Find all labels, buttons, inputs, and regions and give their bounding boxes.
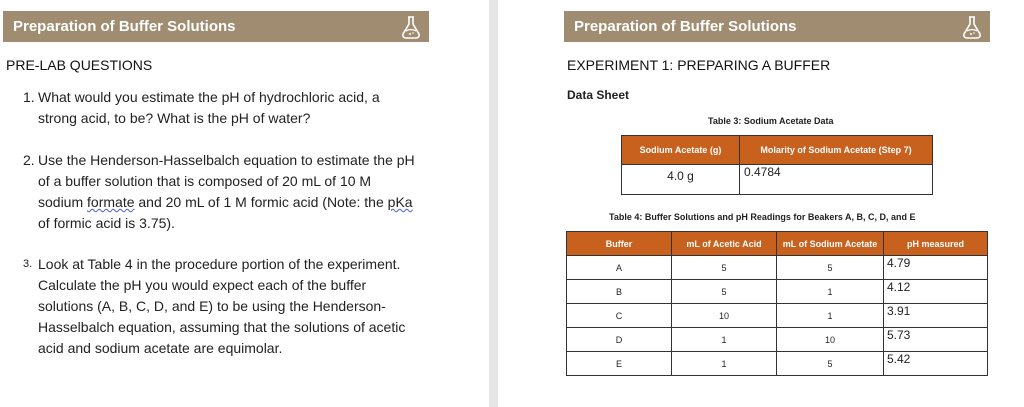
question-2-line: of formic acid is 3.75). [38, 215, 175, 231]
table-row [567, 256, 988, 280]
table-header-row [622, 136, 933, 165]
question-2-line [38, 192, 415, 213]
table-row [567, 328, 988, 352]
spellcheck-word: pKa [387, 194, 413, 210]
right-header-title: Preparation of Buffer Solutions [574, 18, 797, 35]
table-header-cell: pH measured [884, 232, 988, 256]
prelab-title: PRE-LAB QUESTIONS [6, 57, 153, 73]
question-1 [23, 87, 35, 108]
table-cell: 1 [777, 304, 884, 328]
table-cell: 1 [672, 352, 777, 376]
question-2 [23, 150, 35, 171]
table-cell: 5 [672, 256, 777, 280]
table-header-cell: Molarity of Sodium Acetate (Step 7) [740, 136, 933, 165]
table-cell: 0.4784 [740, 165, 933, 195]
left-header-bar [3, 11, 429, 42]
question-3-line: Look at Table 4 in the procedure portion of the experiment. [38, 256, 401, 272]
table-cell: 10 [777, 328, 884, 352]
question-3-line: Calculate the pH you would expect each of the buffer [38, 277, 367, 293]
table-cell: D [567, 328, 672, 352]
question-3-number: 3. [23, 258, 33, 270]
left-header-title: Preparation of Buffer Solutions [13, 18, 236, 35]
table-header-cell: mL of Acetic Acid [672, 232, 777, 256]
question-3 [23, 254, 32, 275]
table-cell: 10 [672, 304, 777, 328]
table-row [567, 304, 988, 328]
table-header-cell: Sodium Acetate (g) [622, 136, 740, 165]
experiment-title: EXPERIMENT 1: PREPARING A BUFFER [567, 57, 831, 73]
table-cell: 5.73 [884, 328, 988, 352]
question-1-text [38, 87, 380, 129]
question-2-line: Use the Henderson-Hasselbalch equation to estimate the pH [38, 152, 415, 168]
flask-icon [400, 15, 422, 39]
right-header-bar [564, 11, 990, 42]
table-cell: A [567, 256, 672, 280]
table-cell: B [567, 280, 672, 304]
table-row [622, 165, 933, 195]
table-header-row [567, 232, 988, 256]
question-1-number: 1. [23, 89, 35, 105]
table-row [567, 352, 988, 376]
question-3-text [38, 254, 405, 359]
question-1-line: What would you estimate the pH of hydrochloric acid, a [38, 89, 380, 105]
question-3-line: acid and sodium acetate are equimolar. [38, 340, 283, 356]
table-cell: 4.0 g [622, 165, 740, 195]
table-cell: 5.42 [884, 352, 988, 376]
question-2-text [38, 150, 415, 234]
table-cell: E [567, 352, 672, 376]
question-2-line: of a buffer solution that is composed of 20 mL of 10 M [38, 173, 372, 189]
table-cell: 4.12 [884, 280, 988, 304]
table-header-cell: Buffer [567, 232, 672, 256]
table-cell: 1 [672, 328, 777, 352]
table-cell: 4.79 [884, 256, 988, 280]
table-cell: 5 [777, 352, 884, 376]
question-3-line: Hasselbalch equation, assuming that the solutions of acetic [38, 319, 406, 335]
table-cell: C [567, 304, 672, 328]
text-run: sodium [38, 194, 88, 210]
table3-caption: Table 3: Sodium Acetate Data [708, 116, 834, 126]
left-page [0, 0, 489, 407]
data-sheet-label: Data Sheet [567, 88, 630, 102]
table-row [567, 280, 988, 304]
text-run: and 20 mL of 1 M formic acid (Note: the [134, 194, 388, 210]
table-cell: 5 [777, 256, 884, 280]
sodium-acetate-table [621, 135, 933, 195]
table-cell: 3.91 [884, 304, 988, 328]
question-1-line: strong acid, to be? What is the pH of water? [38, 110, 311, 126]
question-3-line: solutions (A, B, C, D, and E) to be using the Henderson- [38, 298, 386, 314]
buffer-ph-table [566, 231, 988, 376]
table-header-cell: mL of Sodium Acetate [777, 232, 884, 256]
question-2-number: 2. [23, 152, 35, 168]
right-page [498, 0, 1024, 407]
table4-caption: Table 4: Buffer Solutions and pH Readings for Beakers A, B, C, D, and E [609, 212, 916, 222]
table-cell: 5 [672, 280, 777, 304]
spellcheck-word: formate [87, 194, 135, 210]
table-cell: 1 [777, 280, 884, 304]
flask-icon [961, 15, 983, 39]
page-gutter [489, 0, 498, 407]
